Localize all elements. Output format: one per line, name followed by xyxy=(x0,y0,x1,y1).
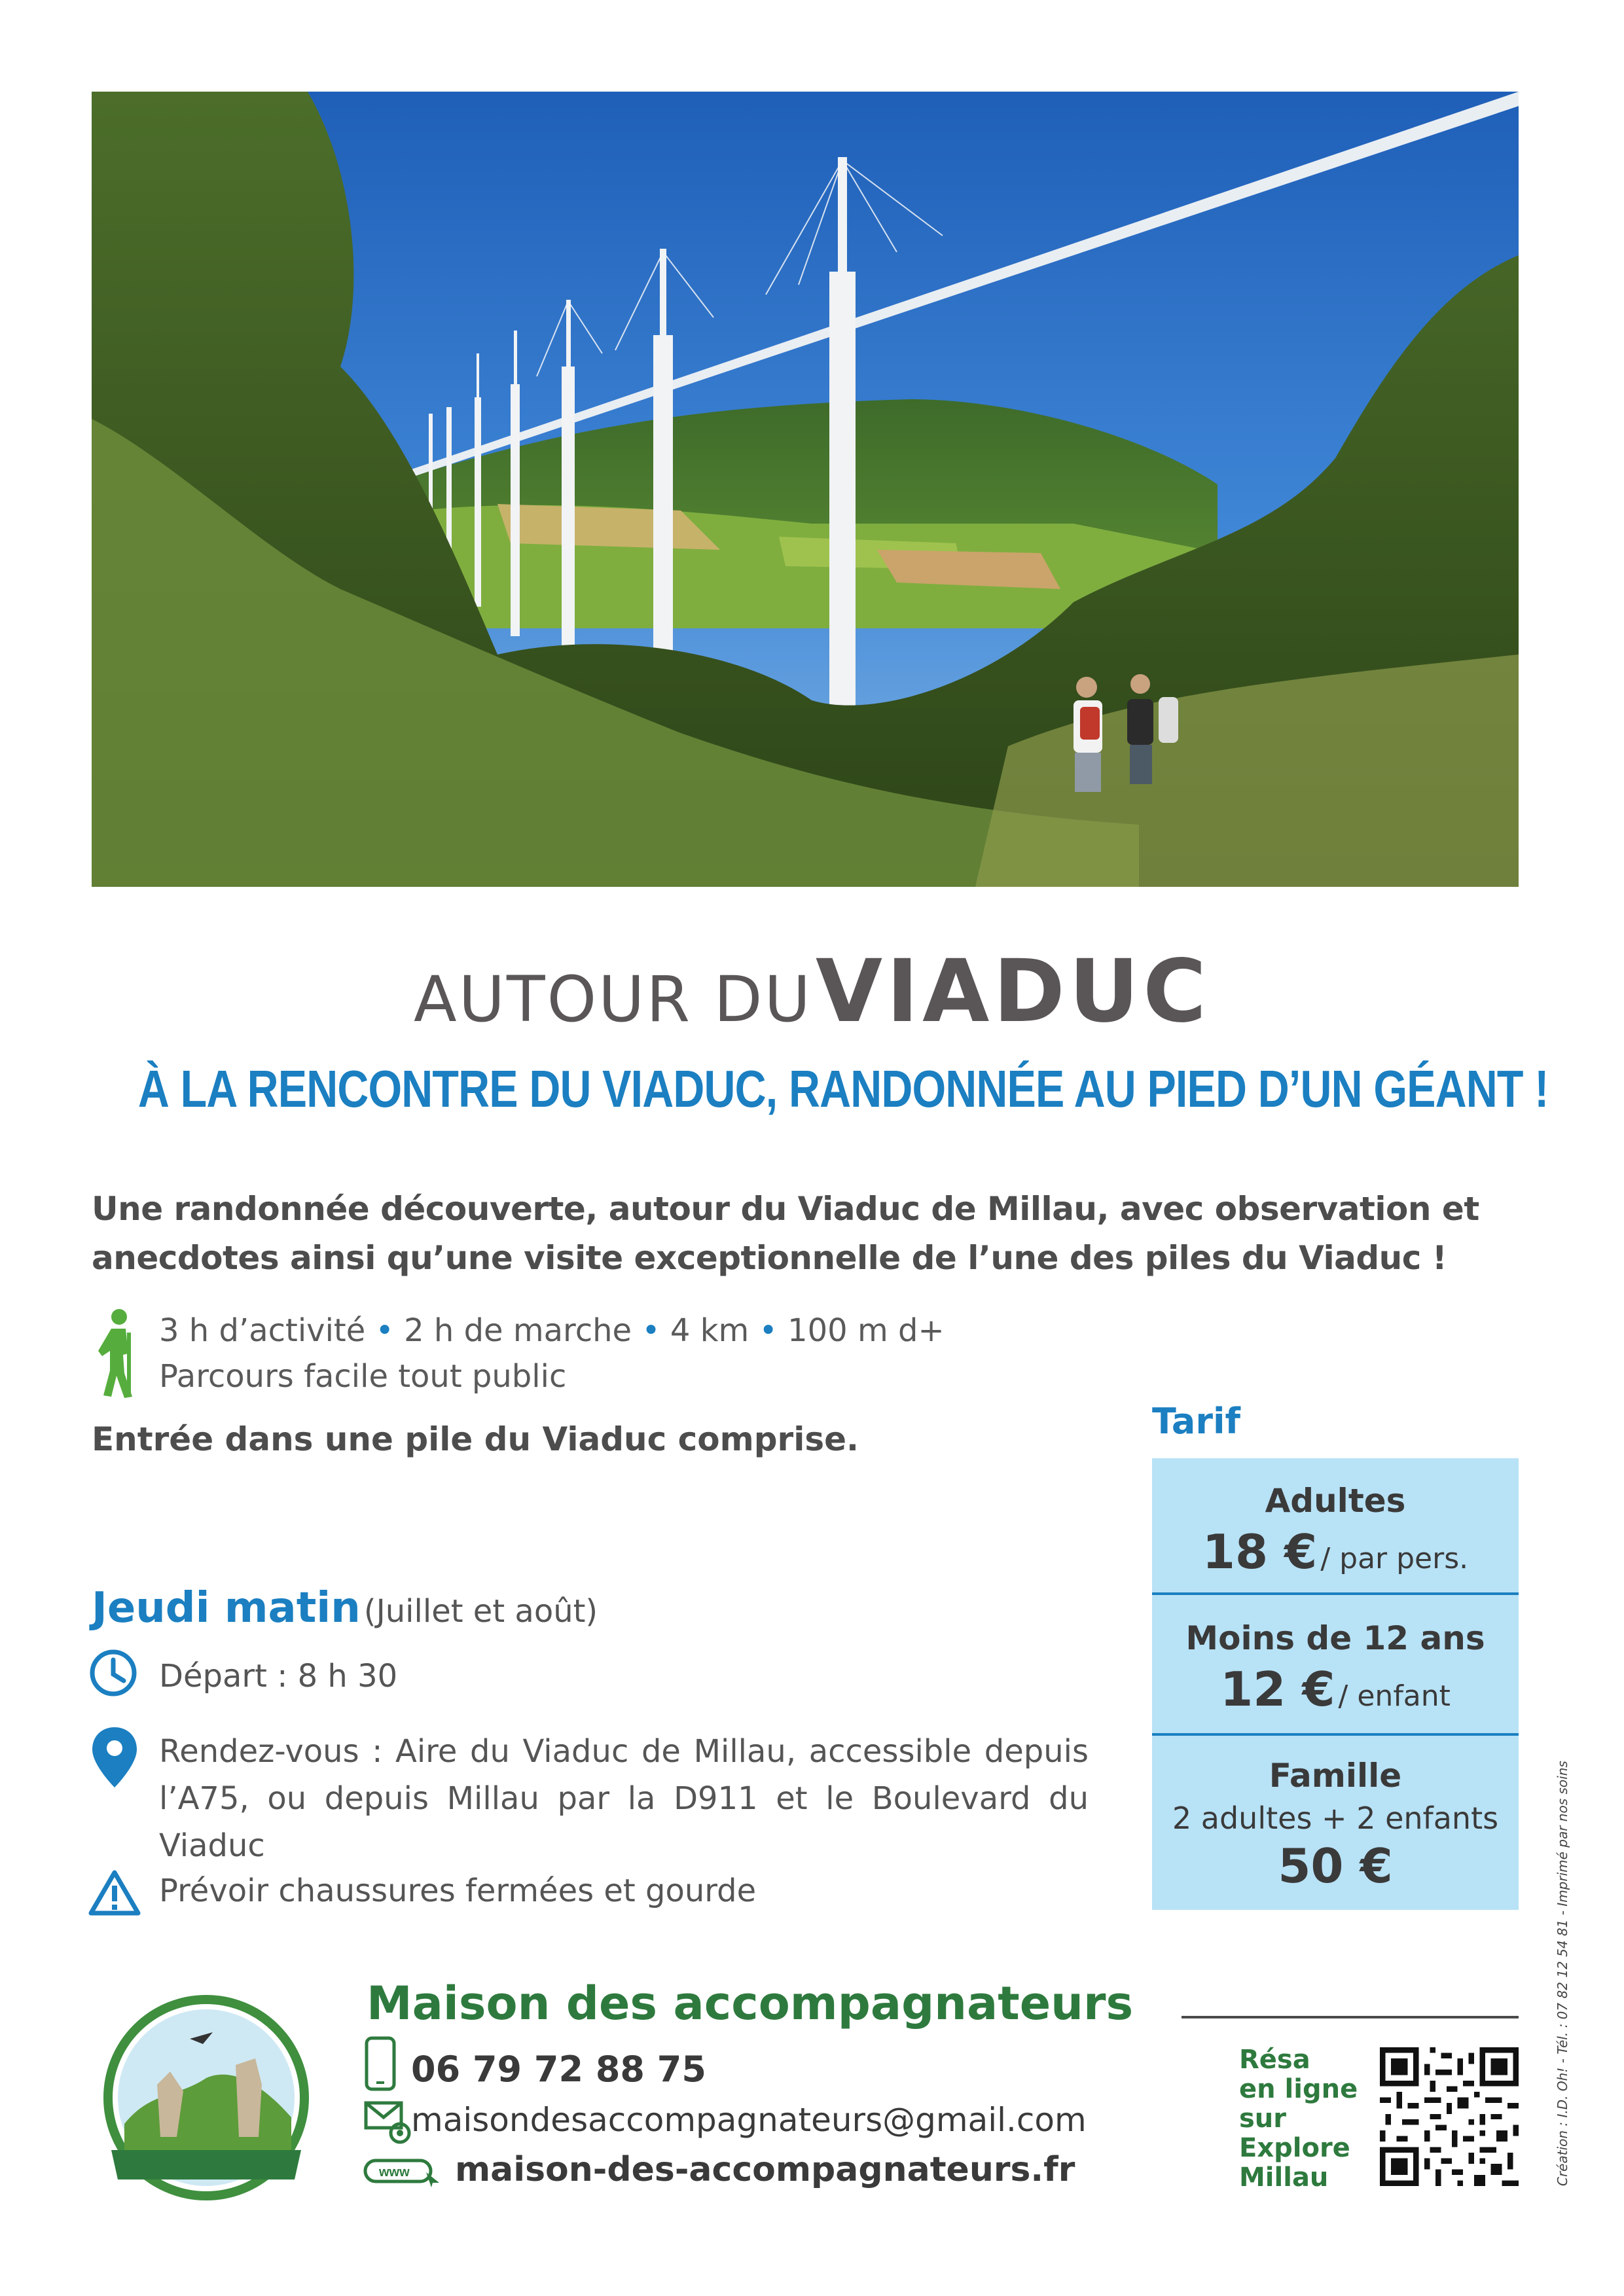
meeting-point: Rendez-vous : Aire du Viaduc de Millau, accessible depuis l’A75, ou depuis Millau par la D911 et le Boulevard du Viaduc xyxy=(159,1733,1089,1864)
warning-icon xyxy=(88,1869,141,1928)
tier-price: 12 € xyxy=(1220,1662,1335,1717)
activity-duration: 3 h d’activité xyxy=(159,1312,366,1349)
online-booking-label xyxy=(1239,2045,1358,2193)
resa-line: sur xyxy=(1239,2104,1287,2134)
resa-line: Millau xyxy=(1239,2162,1329,2193)
organization-logo xyxy=(98,1993,314,2215)
resa-line: Explore xyxy=(1239,2133,1350,2163)
tier-name: Moins de 12 ans xyxy=(1185,1619,1485,1657)
tier-detail: 2 adultes + 2 enfants xyxy=(1172,1801,1499,1836)
activity-walking: 2 h de marche xyxy=(404,1312,632,1349)
intro-text xyxy=(92,1185,1532,1283)
tier-price: 18 € xyxy=(1202,1524,1318,1579)
bullet-separator: • xyxy=(375,1312,394,1349)
email-icon xyxy=(363,2098,416,2150)
organization-name: Maison des accompagnateurs xyxy=(367,1977,1134,2030)
hero-photo xyxy=(92,92,1519,887)
pricing-box xyxy=(1152,1458,1519,1910)
intro-line: anecdotes ainsi qu’une visite exceptionnelle de l’une des piles du Viaduc ! xyxy=(92,1239,1447,1277)
clock-icon xyxy=(88,1648,141,1707)
tier-divider xyxy=(1152,1592,1519,1595)
bullet-separator: • xyxy=(641,1312,660,1349)
advice-text: Prévoir chaussures fermées et gourde xyxy=(159,1873,757,1909)
price-tier-family xyxy=(1152,1753,1519,1894)
tier-divider xyxy=(1152,1733,1519,1736)
period-label: (Juillet et août) xyxy=(363,1593,598,1630)
hiker-icon xyxy=(92,1308,144,1399)
design-credit: Création : I.D. Oh! - Tél. : 07 82 12 54 81 - Imprimé par nos soins xyxy=(1555,1761,1570,2186)
page-title xyxy=(0,942,1624,1067)
web-badge-label: www xyxy=(379,2165,410,2179)
tier-name: Adultes xyxy=(1265,1482,1406,1520)
tier-unit: / par pers. xyxy=(1320,1542,1469,1575)
website-link[interactable]: maison-des-accompagnateurs.fr xyxy=(455,2150,1075,2189)
schedule-day xyxy=(92,1584,598,1632)
tier-price: 50 € xyxy=(1278,1839,1393,1893)
tier-unit: / enfant xyxy=(1338,1679,1451,1713)
resa-line: Résa xyxy=(1239,2045,1310,2075)
departure-time: Départ : 8 h 30 xyxy=(159,1658,398,1695)
web-icon xyxy=(363,2157,442,2191)
activity-details xyxy=(159,1308,945,1399)
title-bold: VIADUC xyxy=(815,941,1210,1042)
price-tier-adults xyxy=(1152,1478,1519,1580)
email-address[interactable]: maisondesaccompagnateurs@gmail.com xyxy=(411,2101,1087,2139)
resa-line: en ligne xyxy=(1239,2074,1358,2104)
viaduct-landscape-image xyxy=(92,92,1519,887)
heading-rule xyxy=(1182,2016,1519,2018)
day-label: Jeudi matin xyxy=(92,1584,361,1632)
activity-distance: 4 km xyxy=(670,1312,749,1349)
tarif-label: Tarif xyxy=(1152,1401,1240,1442)
activity-elevation: 100 m d+ xyxy=(787,1312,945,1349)
entry-note: Entrée dans une pile du Viaduc comprise. xyxy=(92,1420,859,1458)
title-light: AUTOUR DU xyxy=(414,963,812,1036)
phone-icon xyxy=(363,2036,397,2094)
booking-qr-code[interactable] xyxy=(1380,2047,1519,2186)
price-tier-children xyxy=(1152,1615,1519,1717)
tier-name: Famille xyxy=(1269,1757,1402,1795)
page-subtitle: À LA RENCONTRE DU VIADUC, RANDONNÉE AU PIED D’UN GÉANT ! xyxy=(137,1060,1549,1118)
activity-level: Parcours facile tout public xyxy=(159,1358,567,1395)
map-pin-icon xyxy=(88,1725,141,1784)
bullet-separator: • xyxy=(759,1312,778,1349)
phone-number[interactable]: 06 79 72 88 75 xyxy=(411,2049,706,2090)
intro-line: Une randonnée découverte, autour du Viaduc de Millau, avec observation et xyxy=(92,1190,1479,1228)
